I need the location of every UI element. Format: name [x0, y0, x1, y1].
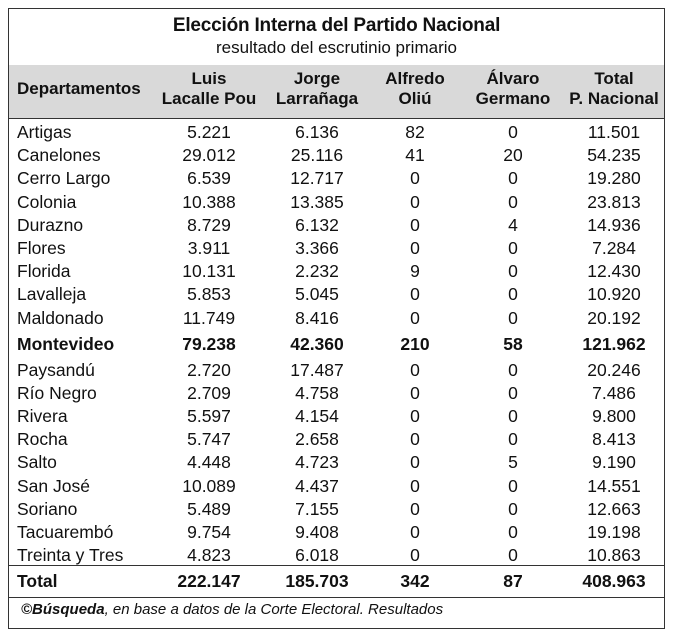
- header-larranaga: [267, 69, 367, 109]
- vote-cell: 0: [410, 359, 420, 380]
- vote-cell: 20: [503, 145, 523, 166]
- vote-cell: 7.486: [592, 382, 636, 403]
- header-germano-line1: Álvaro: [486, 69, 540, 88]
- table-row: [9, 498, 664, 521]
- header-oliu-line1: Alfredo: [385, 69, 445, 88]
- header-departamentos: Departamentos: [17, 79, 141, 98]
- vote-cell: 10.089: [182, 475, 236, 496]
- vote-cell: 0: [410, 452, 420, 473]
- vote-cell: 0: [508, 498, 518, 519]
- table-row: [9, 544, 664, 567]
- table-title: Elección Interna del Partido Nacional: [172, 15, 501, 36]
- total-row: [9, 567, 664, 595]
- results-table: [8, 8, 665, 629]
- table-row: [9, 214, 664, 237]
- department-name: Florida: [17, 261, 71, 282]
- department-name: Soriano: [17, 498, 78, 519]
- vote-cell: 5.747: [187, 429, 231, 450]
- table-row: [9, 260, 664, 283]
- vote-cell: 0: [508, 122, 518, 142]
- vote-cell: 14.551: [587, 475, 641, 496]
- vote-cell: 5.853: [187, 284, 231, 305]
- vote-cell: 0: [508, 168, 518, 189]
- vote-cell: 25.116: [290, 145, 344, 166]
- department-name: Artigas: [17, 122, 72, 142]
- source-name: ©Búsqueda: [21, 601, 105, 618]
- table-row: [9, 330, 664, 359]
- department-name: Salto: [17, 452, 57, 473]
- table-row: [9, 521, 664, 544]
- vote-cell: 10.388: [182, 191, 236, 212]
- header-total-pn: [564, 69, 664, 109]
- header-lacalle-pou-line2: Lacalle Pou: [161, 89, 257, 108]
- vote-cell: 9.408: [295, 522, 339, 542]
- source-text: , en base a datos de la Corte Electoral. Resultados: [104, 601, 444, 618]
- vote-cell: 0: [508, 475, 518, 496]
- vote-cell: 10.863: [587, 545, 641, 566]
- vote-cell: 0: [508, 284, 518, 305]
- department-name: Rocha: [17, 429, 68, 450]
- vote-cell: 12.717: [290, 168, 344, 189]
- vote-cell: 5.597: [187, 406, 231, 427]
- vote-cell: 6.132: [295, 214, 339, 235]
- vote-cell: 58: [503, 333, 523, 354]
- vote-cell: 0: [508, 406, 518, 427]
- vote-cell: 79.238: [182, 333, 236, 354]
- vote-cell: 4.823: [187, 545, 231, 566]
- department-name: San José: [17, 475, 90, 496]
- vote-cell: 5.221: [187, 122, 231, 142]
- vote-cell: 0: [508, 261, 518, 282]
- vote-cell: 12.430: [587, 261, 641, 282]
- department-name: Flores: [17, 237, 66, 258]
- header-total-pn-line1: Total: [594, 69, 634, 88]
- table-row: [9, 451, 664, 474]
- vote-cell: 0: [410, 191, 420, 212]
- vote-cell: 19.280: [587, 168, 641, 189]
- total-cell: 222.147: [177, 571, 241, 591]
- vote-cell: 4.758: [295, 382, 339, 403]
- vote-cell: 10.920: [587, 284, 641, 305]
- department-name: Tacuarembó: [17, 522, 114, 542]
- vote-cell: 4.437: [295, 475, 339, 496]
- vote-cell: 4: [508, 214, 518, 235]
- vote-cell: 0: [508, 522, 518, 542]
- header-oliu-line2: Oliú: [398, 89, 432, 108]
- vote-cell: 8.416: [295, 307, 339, 328]
- vote-cell: 9.754: [187, 522, 231, 542]
- department-name: Lavalleja: [17, 284, 87, 305]
- vote-cell: 5: [508, 452, 518, 473]
- vote-cell: 0: [410, 475, 420, 496]
- vote-cell: 5.489: [187, 498, 231, 519]
- department-name: Cerro Largo: [17, 168, 111, 189]
- vote-cell: 0: [410, 545, 420, 566]
- department-name: Canelones: [17, 145, 101, 166]
- vote-cell: 0: [410, 406, 420, 427]
- vote-cell: 8.729: [187, 214, 231, 235]
- total-cell: 185.703: [285, 571, 349, 591]
- department-name: Río Negro: [17, 382, 97, 403]
- vote-cell: 0: [508, 545, 518, 566]
- vote-cell: 13.385: [290, 191, 344, 212]
- table-row: [9, 167, 664, 190]
- table-body: [9, 121, 664, 567]
- vote-cell: 2.658: [295, 429, 339, 450]
- vote-cell: 20.246: [587, 359, 641, 380]
- table-row: [9, 359, 664, 382]
- vote-cell: 0: [508, 359, 518, 380]
- vote-cell: 3.366: [295, 237, 339, 258]
- vote-cell: 0: [410, 307, 420, 328]
- vote-cell: 0: [508, 429, 518, 450]
- header-lacalle-pou: [159, 69, 259, 109]
- vote-cell: 9.190: [592, 452, 636, 473]
- vote-cell: 2.232: [295, 261, 339, 282]
- department-name: Colonia: [17, 191, 77, 212]
- total-cell: 342: [400, 571, 430, 591]
- vote-cell: 42.360: [290, 333, 344, 354]
- vote-cell: 0: [410, 498, 420, 519]
- vote-cell: 11.501: [587, 122, 641, 142]
- vote-cell: 82: [405, 122, 425, 142]
- vote-cell: 11.749: [182, 307, 236, 328]
- total-divider: [9, 565, 664, 566]
- vote-cell: 9: [410, 261, 420, 282]
- vote-cell: 0: [410, 382, 420, 403]
- header-larranaga-line1: Jorge: [293, 69, 341, 88]
- vote-cell: 4.154: [295, 406, 339, 427]
- vote-cell: 0: [508, 382, 518, 403]
- vote-cell: 4.448: [187, 452, 231, 473]
- header-germano-line2: Germano: [475, 89, 551, 108]
- vote-cell: 23.813: [587, 191, 641, 212]
- table-row: [9, 428, 664, 451]
- vote-cell: 0: [410, 237, 420, 258]
- vote-cell: 29.012: [182, 145, 236, 166]
- department-name: Paysandú: [17, 359, 95, 380]
- table-row: [9, 191, 664, 214]
- vote-cell: 4.723: [295, 452, 339, 473]
- header-row: [9, 65, 664, 119]
- vote-cell: 8.413: [592, 429, 636, 450]
- vote-cell: 7.155: [295, 498, 339, 519]
- vote-cell: 0: [410, 214, 420, 235]
- header-total-pn-line2: P. Nacional: [569, 89, 659, 108]
- vote-cell: 6.539: [187, 168, 231, 189]
- header-oliu: [373, 69, 457, 109]
- vote-cell: 0: [508, 237, 518, 258]
- vote-cell: 6.136: [295, 122, 339, 142]
- table-subtitle: resultado del escrutinio primario: [216, 38, 457, 57]
- table-row: [9, 475, 664, 498]
- vote-cell: 7.284: [592, 237, 636, 258]
- vote-cell: 0: [410, 284, 420, 305]
- vote-cell: 14.936: [587, 214, 641, 235]
- vote-cell: 19.198: [587, 522, 641, 542]
- vote-cell: 3.911: [187, 237, 231, 258]
- total-cell: 408.963: [582, 571, 646, 591]
- vote-cell: 6.018: [295, 545, 339, 566]
- vote-cell: 0: [508, 307, 518, 328]
- footer-divider: [9, 597, 664, 598]
- vote-cell: 210: [400, 333, 430, 354]
- total-cell: 87: [503, 571, 523, 591]
- vote-cell: 5.045: [295, 284, 339, 305]
- table-row: [9, 307, 664, 330]
- table-row: [9, 121, 664, 144]
- table-row: [9, 283, 664, 306]
- vote-cell: 0: [410, 168, 420, 189]
- table-row: [9, 237, 664, 260]
- vote-cell: 2.709: [187, 382, 231, 403]
- department-name: Treinta y Tres: [17, 545, 124, 566]
- source-note: [21, 599, 443, 621]
- vote-cell: 10.131: [182, 261, 236, 282]
- vote-cell: 54.235: [587, 145, 641, 166]
- vote-cell: 17.487: [290, 359, 344, 380]
- department-name: Rivera: [17, 406, 68, 427]
- vote-cell: 12.663: [587, 498, 641, 519]
- department-name: Durazno: [17, 214, 84, 235]
- table-row: [9, 405, 664, 428]
- table-row: [9, 382, 664, 405]
- header-larranaga-line2: Larrañaga: [275, 89, 359, 108]
- table-row: [9, 144, 664, 167]
- vote-cell: 2.720: [187, 359, 231, 380]
- vote-cell: 0: [410, 429, 420, 450]
- vote-cell: 0: [508, 191, 518, 212]
- title-box: [9, 9, 664, 66]
- vote-cell: 0: [410, 522, 420, 542]
- total-label: Total: [17, 571, 58, 591]
- vote-cell: 41: [405, 145, 425, 166]
- department-name: Maldonado: [17, 307, 104, 328]
- department-name: Montevideo: [17, 333, 115, 354]
- vote-cell: 9.800: [592, 406, 636, 427]
- header-germano: [463, 69, 563, 109]
- vote-cell: 20.192: [587, 307, 641, 328]
- vote-cell: 121.962: [582, 333, 646, 354]
- header-lacalle-pou-line1: Luis: [191, 69, 227, 88]
